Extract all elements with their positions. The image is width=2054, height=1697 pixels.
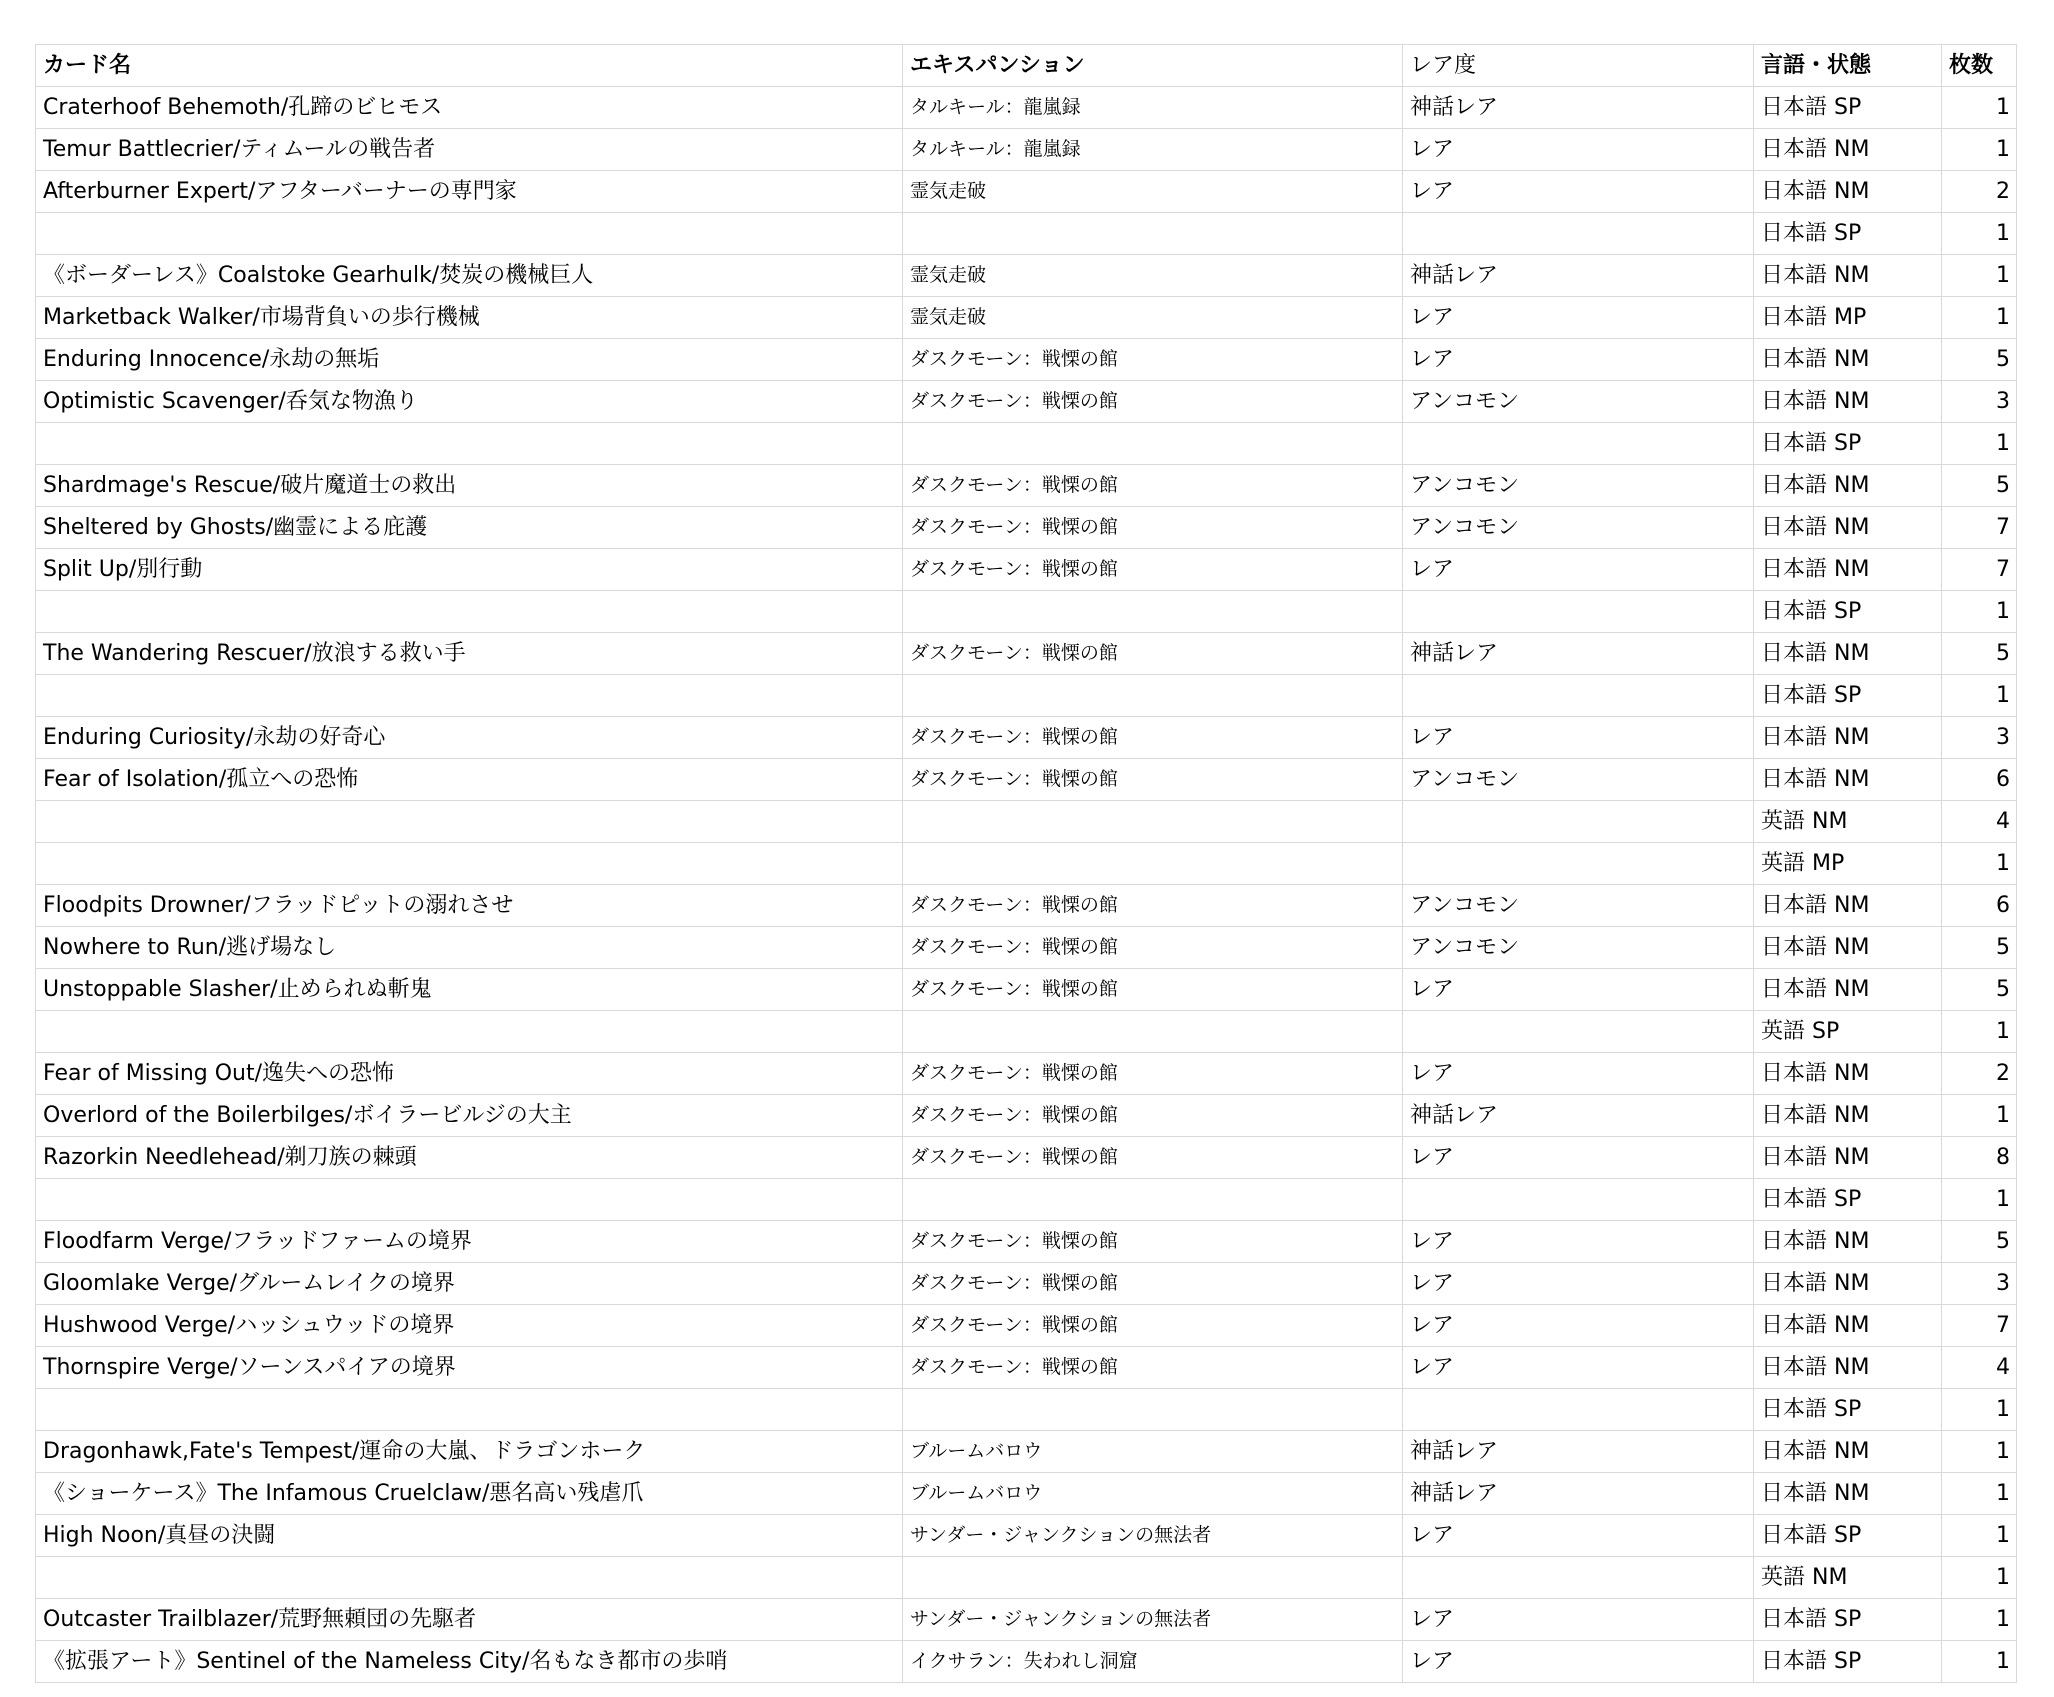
- cell-card-name[interactable]: Dragonhawk,Fate's Tempest/運命の大嵐、ドラゴンホーク: [36, 1431, 903, 1473]
- cell-count[interactable]: 1: [1942, 1473, 2017, 1515]
- cell-expansion[interactable]: タルキール：龍嵐録: [903, 87, 1403, 129]
- cell-rarity[interactable]: レア: [1403, 1263, 1754, 1305]
- cell-count[interactable]: 1: [1942, 213, 2017, 255]
- cell-card-name[interactable]: Optimistic Scavenger/呑気な物漁り: [36, 381, 903, 423]
- cell-expansion[interactable]: [903, 1389, 1403, 1431]
- cell-count[interactable]: 1: [1942, 843, 2017, 885]
- cell-rarity[interactable]: レア: [1403, 717, 1754, 759]
- cell-lang-condition[interactable]: 日本語 NM: [1754, 759, 1942, 801]
- cell-lang-condition[interactable]: 日本語 NM: [1754, 465, 1942, 507]
- cell-count[interactable]: 5: [1942, 339, 2017, 381]
- cell-lang-condition[interactable]: 日本語 SP: [1754, 1641, 1942, 1683]
- cell-rarity[interactable]: レア: [1403, 1137, 1754, 1179]
- table-row: [36, 1179, 2017, 1221]
- cell-card-name[interactable]: Fear of Isolation/孤立への恐怖: [36, 759, 903, 801]
- cell-count[interactable]: 1: [1942, 1515, 2017, 1557]
- cell-count[interactable]: 1: [1942, 297, 2017, 339]
- cell-lang-condition[interactable]: 日本語 NM: [1754, 717, 1942, 759]
- cell-card-name[interactable]: 《拡張アート》Sentinel of the Nameless City/名もなき都市の歩哨: [36, 1641, 903, 1683]
- cell-lang-condition[interactable]: 英語 NM: [1754, 801, 1942, 843]
- cell-count[interactable]: 3: [1942, 1263, 2017, 1305]
- cell-rarity[interactable]: レア: [1403, 339, 1754, 381]
- header-expansion[interactable]: エキスパンション: [903, 45, 1403, 87]
- cell-lang-condition[interactable]: 英語 MP: [1754, 843, 1942, 885]
- cell-lang-condition[interactable]: 日本語 NM: [1754, 1431, 1942, 1473]
- table-row: [36, 339, 2017, 381]
- cell-expansion[interactable]: [903, 423, 1403, 465]
- cell-expansion[interactable]: サンダー・ジャンクションの無法者: [903, 1599, 1403, 1641]
- cell-count[interactable]: 5: [1942, 633, 2017, 675]
- cell-card-name[interactable]: Unstoppable Slasher/止められぬ斬鬼: [36, 969, 903, 1011]
- cell-rarity[interactable]: レア: [1403, 1305, 1754, 1347]
- table-row: [36, 1515, 2017, 1557]
- cell-expansion[interactable]: ダスクモーン：戦慄の館: [903, 549, 1403, 591]
- cell-lang-condition[interactable]: 日本語 NM: [1754, 339, 1942, 381]
- cell-rarity[interactable]: レア: [1403, 1599, 1754, 1641]
- cell-count[interactable]: 7: [1942, 507, 2017, 549]
- table-row: [36, 381, 2017, 423]
- table-row: [36, 1347, 2017, 1389]
- cell-count[interactable]: 8: [1942, 1137, 2017, 1179]
- card-inventory-table: [35, 44, 2017, 1683]
- cell-lang-condition[interactable]: 日本語 NM: [1754, 927, 1942, 969]
- cell-expansion[interactable]: ダスクモーン：戦慄の館: [903, 339, 1403, 381]
- cell-rarity[interactable]: [1403, 1179, 1754, 1221]
- cell-count[interactable]: 1: [1942, 1557, 2017, 1599]
- cell-expansion[interactable]: ダスクモーン：戦慄の館: [903, 1305, 1403, 1347]
- cell-rarity[interactable]: アンコモン: [1403, 507, 1754, 549]
- cell-rarity[interactable]: レア: [1403, 1641, 1754, 1683]
- cell-expansion[interactable]: ダスクモーン：戦慄の館: [903, 381, 1403, 423]
- cell-lang-condition[interactable]: 日本語 SP: [1754, 213, 1942, 255]
- cell-card-name[interactable]: Floodpits Drowner/フラッドピットの溺れさせ: [36, 885, 903, 927]
- table-row: [36, 507, 2017, 549]
- header-count[interactable]: 枚数: [1942, 45, 2017, 87]
- cell-count[interactable]: 5: [1942, 1221, 2017, 1263]
- cell-card-name[interactable]: [36, 213, 903, 255]
- cell-expansion[interactable]: ダスクモーン：戦慄の館: [903, 927, 1403, 969]
- table-row: [36, 1473, 2017, 1515]
- cell-rarity[interactable]: アンコモン: [1403, 759, 1754, 801]
- cell-card-name[interactable]: Fear of Missing Out/逸失への恐怖: [36, 1053, 903, 1095]
- cell-expansion[interactable]: [903, 801, 1403, 843]
- table-row: [36, 549, 2017, 591]
- cell-rarity[interactable]: レア: [1403, 1221, 1754, 1263]
- table-row: [36, 1389, 2017, 1431]
- table-body: [36, 87, 2017, 1683]
- cell-count[interactable]: 1: [1942, 1599, 2017, 1641]
- cell-count[interactable]: 4: [1942, 801, 2017, 843]
- table-row: [36, 465, 2017, 507]
- table-row: [36, 675, 2017, 717]
- cell-count[interactable]: 1: [1942, 1095, 2017, 1137]
- table-row: [36, 171, 2017, 213]
- cell-lang-condition[interactable]: 日本語 NM: [1754, 969, 1942, 1011]
- table-row: [36, 1431, 2017, 1473]
- cell-count[interactable]: 3: [1942, 717, 2017, 759]
- cell-card-name[interactable]: High Noon/真昼の決闘: [36, 1515, 903, 1557]
- cell-count[interactable]: 5: [1942, 927, 2017, 969]
- table-row: [36, 1305, 2017, 1347]
- cell-count[interactable]: 2: [1942, 1053, 2017, 1095]
- cell-lang-condition[interactable]: 日本語 NM: [1754, 1221, 1942, 1263]
- cell-lang-condition[interactable]: 日本語 NM: [1754, 255, 1942, 297]
- cell-expansion[interactable]: [903, 1179, 1403, 1221]
- cell-lang-condition[interactable]: 日本語 SP: [1754, 1389, 1942, 1431]
- cell-card-name[interactable]: Enduring Innocence/永劫の無垢: [36, 339, 903, 381]
- header-lang-condition[interactable]: 言語・状態: [1754, 45, 1942, 87]
- cell-lang-condition[interactable]: 日本語 SP: [1754, 1515, 1942, 1557]
- cell-expansion[interactable]: ダスクモーン：戦慄の館: [903, 1221, 1403, 1263]
- cell-expansion[interactable]: ダスクモーン：戦慄の館: [903, 1347, 1403, 1389]
- cell-card-name[interactable]: The Wandering Rescuer/放浪する救い手: [36, 633, 903, 675]
- cell-card-name[interactable]: Thornspire Verge/ソーンスパイアの境界: [36, 1347, 903, 1389]
- header-row: [36, 45, 2017, 87]
- table-row: [36, 1263, 2017, 1305]
- table-row: [36, 1095, 2017, 1137]
- cell-lang-condition[interactable]: 日本語 NM: [1754, 1095, 1942, 1137]
- cell-rarity[interactable]: 神話レア: [1403, 1431, 1754, 1473]
- table-row: [36, 87, 2017, 129]
- cell-lang-condition[interactable]: 日本語 NM: [1754, 549, 1942, 591]
- cell-count[interactable]: 6: [1942, 759, 2017, 801]
- cell-rarity[interactable]: [1403, 213, 1754, 255]
- cell-lang-condition[interactable]: 日本語 SP: [1754, 591, 1942, 633]
- cell-lang-condition[interactable]: 英語 NM: [1754, 1557, 1942, 1599]
- cell-count[interactable]: 2: [1942, 171, 2017, 213]
- table-row: [36, 1599, 2017, 1641]
- cell-lang-condition[interactable]: 日本語 NM: [1754, 1473, 1942, 1515]
- cell-rarity[interactable]: [1403, 1389, 1754, 1431]
- cell-rarity[interactable]: [1403, 1011, 1754, 1053]
- cell-card-name[interactable]: 《ボーダーレス》Coalstoke Gearhulk/焚炭の機械巨人: [36, 255, 903, 297]
- cell-card-name[interactable]: Temur Battlecrier/ティムールの戦告者: [36, 129, 903, 171]
- header-rarity[interactable]: レア度: [1403, 45, 1754, 87]
- cell-expansion[interactable]: ダスクモーン：戦慄の館: [903, 717, 1403, 759]
- cell-expansion[interactable]: ダスクモーン：戦慄の館: [903, 885, 1403, 927]
- cell-lang-condition[interactable]: 日本語 NM: [1754, 1137, 1942, 1179]
- table-row: [36, 843, 2017, 885]
- cell-rarity[interactable]: [1403, 591, 1754, 633]
- cell-lang-condition[interactable]: 日本語 NM: [1754, 633, 1942, 675]
- cell-rarity[interactable]: [1403, 675, 1754, 717]
- cell-count[interactable]: 6: [1942, 885, 2017, 927]
- cell-expansion[interactable]: ダスクモーン：戦慄の館: [903, 759, 1403, 801]
- cell-expansion[interactable]: ダスクモーン：戦慄の館: [903, 969, 1403, 1011]
- cell-expansion[interactable]: ダスクモーン：戦慄の館: [903, 633, 1403, 675]
- cell-card-name[interactable]: [36, 591, 903, 633]
- cell-card-name[interactable]: [36, 801, 903, 843]
- table-row: [36, 297, 2017, 339]
- cell-rarity[interactable]: アンコモン: [1403, 927, 1754, 969]
- cell-expansion[interactable]: イクサラン：失われし洞窟: [903, 1641, 1403, 1683]
- cell-rarity[interactable]: アンコモン: [1403, 381, 1754, 423]
- table-row: [36, 591, 2017, 633]
- cell-expansion[interactable]: ダスクモーン：戦慄の館: [903, 1053, 1403, 1095]
- cell-expansion[interactable]: 霊気走破: [903, 255, 1403, 297]
- cell-count[interactable]: 1: [1942, 1389, 2017, 1431]
- cell-expansion[interactable]: ダスクモーン：戦慄の館: [903, 1137, 1403, 1179]
- cell-rarity[interactable]: [1403, 1557, 1754, 1599]
- cell-lang-condition[interactable]: 日本語 SP: [1754, 675, 1942, 717]
- cell-rarity[interactable]: レア: [1403, 1515, 1754, 1557]
- cell-rarity[interactable]: レア: [1403, 1347, 1754, 1389]
- cell-lang-condition[interactable]: 日本語 NM: [1754, 129, 1942, 171]
- cell-card-name[interactable]: Nowhere to Run/逃げ場なし: [36, 927, 903, 969]
- cell-lang-condition[interactable]: 英語 SP: [1754, 1011, 1942, 1053]
- cell-lang-condition[interactable]: 日本語 NM: [1754, 381, 1942, 423]
- header-card-name[interactable]: カード名: [36, 45, 903, 87]
- cell-rarity[interactable]: レア: [1403, 129, 1754, 171]
- cell-lang-condition[interactable]: 日本語 SP: [1754, 1179, 1942, 1221]
- cell-rarity[interactable]: アンコモン: [1403, 885, 1754, 927]
- cell-card-name[interactable]: 《ショーケース》The Infamous Cruelclaw/悪名高い残虐爪: [36, 1473, 903, 1515]
- cell-expansion[interactable]: ブルームバロウ: [903, 1473, 1403, 1515]
- cell-count[interactable]: 1: [1942, 1179, 2017, 1221]
- cell-count[interactable]: 1: [1942, 1431, 2017, 1473]
- cell-expansion[interactable]: ダスクモーン：戦慄の館: [903, 1263, 1403, 1305]
- cell-rarity[interactable]: レア: [1403, 549, 1754, 591]
- table-row: [36, 759, 2017, 801]
- cell-expansion[interactable]: サンダー・ジャンクションの無法者: [903, 1515, 1403, 1557]
- cell-card-name[interactable]: Outcaster Trailblazer/荒野無頼団の先駆者: [36, 1599, 903, 1641]
- cell-expansion[interactable]: [903, 213, 1403, 255]
- cell-rarity[interactable]: アンコモン: [1403, 465, 1754, 507]
- cell-count[interactable]: 3: [1942, 381, 2017, 423]
- cell-rarity[interactable]: レア: [1403, 171, 1754, 213]
- cell-card-name[interactable]: [36, 1389, 903, 1431]
- cell-lang-condition[interactable]: 日本語 SP: [1754, 1599, 1942, 1641]
- cell-rarity[interactable]: 神話レア: [1403, 1095, 1754, 1137]
- cell-rarity[interactable]: レア: [1403, 969, 1754, 1011]
- cell-expansion[interactable]: タルキール：龍嵐録: [903, 129, 1403, 171]
- cell-card-name[interactable]: Shardmage's Rescue/破片魔道士の救出: [36, 465, 903, 507]
- cell-card-name[interactable]: Split Up/別行動: [36, 549, 903, 591]
- cell-expansion[interactable]: ブルームバロウ: [903, 1431, 1403, 1473]
- cell-card-name[interactable]: [36, 423, 903, 465]
- cell-card-name[interactable]: [36, 1557, 903, 1599]
- cell-card-name[interactable]: Floodfarm Verge/フラッドファームの境界: [36, 1221, 903, 1263]
- cell-lang-condition[interactable]: 日本語 NM: [1754, 1053, 1942, 1095]
- cell-rarity[interactable]: 神話レア: [1403, 87, 1754, 129]
- table-row: [36, 1011, 2017, 1053]
- cell-lang-condition[interactable]: 日本語 SP: [1754, 423, 1942, 465]
- cell-expansion[interactable]: ダスクモーン：戦慄の館: [903, 465, 1403, 507]
- cell-expansion[interactable]: 霊気走破: [903, 171, 1403, 213]
- table-row: [36, 213, 2017, 255]
- cell-rarity[interactable]: [1403, 423, 1754, 465]
- cell-lang-condition[interactable]: 日本語 NM: [1754, 507, 1942, 549]
- cell-card-name[interactable]: Overlord of the Boilerbilges/ボイラービルジの大主: [36, 1095, 903, 1137]
- cell-lang-condition[interactable]: 日本語 MP: [1754, 297, 1942, 339]
- cell-expansion[interactable]: 霊気走破: [903, 297, 1403, 339]
- cell-count[interactable]: 1: [1942, 87, 2017, 129]
- cell-count[interactable]: 1: [1942, 129, 2017, 171]
- cell-card-name[interactable]: [36, 1179, 903, 1221]
- table-row: [36, 1053, 2017, 1095]
- cell-lang-condition[interactable]: 日本語 NM: [1754, 1263, 1942, 1305]
- table-row: [36, 423, 2017, 465]
- cell-card-name[interactable]: Gloomlake Verge/グルームレイクの境界: [36, 1263, 903, 1305]
- cell-rarity[interactable]: 神話レア: [1403, 1473, 1754, 1515]
- cell-count[interactable]: 1: [1942, 1641, 2017, 1683]
- cell-card-name[interactable]: Craterhoof Behemoth/孔蹄のビヒモス: [36, 87, 903, 129]
- table-row: [36, 969, 2017, 1011]
- cell-expansion[interactable]: [903, 675, 1403, 717]
- cell-count[interactable]: 7: [1942, 549, 2017, 591]
- table-row: [36, 801, 2017, 843]
- cell-count[interactable]: 1: [1942, 1011, 2017, 1053]
- cell-card-name[interactable]: [36, 675, 903, 717]
- table-row: [36, 1557, 2017, 1599]
- cell-lang-condition[interactable]: 日本語 SP: [1754, 87, 1942, 129]
- cell-card-name[interactable]: Sheltered by Ghosts/幽霊による庇護: [36, 507, 903, 549]
- cell-expansion[interactable]: [903, 843, 1403, 885]
- cell-expansion[interactable]: [903, 1557, 1403, 1599]
- table-row: [36, 255, 2017, 297]
- cell-rarity[interactable]: レア: [1403, 297, 1754, 339]
- cell-card-name[interactable]: Afterburner Expert/アフターバーナーの専門家: [36, 171, 903, 213]
- cell-lang-condition[interactable]: 日本語 NM: [1754, 1347, 1942, 1389]
- table-row: [36, 717, 2017, 759]
- cell-count[interactable]: 4: [1942, 1347, 2017, 1389]
- cell-count[interactable]: 5: [1942, 465, 2017, 507]
- cell-rarity[interactable]: レア: [1403, 1053, 1754, 1095]
- table-row: [36, 927, 2017, 969]
- table-row: [36, 885, 2017, 927]
- table-row: [36, 129, 2017, 171]
- table-row: [36, 1137, 2017, 1179]
- cell-rarity[interactable]: 神話レア: [1403, 255, 1754, 297]
- cell-count[interactable]: 1: [1942, 255, 2017, 297]
- cell-card-name[interactable]: Hushwood Verge/ハッシュウッドの境界: [36, 1305, 903, 1347]
- cell-rarity[interactable]: [1403, 843, 1754, 885]
- cell-expansion[interactable]: ダスクモーン：戦慄の館: [903, 507, 1403, 549]
- cell-count[interactable]: 1: [1942, 423, 2017, 465]
- table-row: [36, 1641, 2017, 1683]
- cell-count[interactable]: 1: [1942, 675, 2017, 717]
- cell-lang-condition[interactable]: 日本語 NM: [1754, 171, 1942, 213]
- cell-card-name[interactable]: [36, 843, 903, 885]
- cell-count[interactable]: 1: [1942, 591, 2017, 633]
- cell-rarity[interactable]: [1403, 801, 1754, 843]
- cell-count[interactable]: 5: [1942, 969, 2017, 1011]
- cell-expansion[interactable]: ダスクモーン：戦慄の館: [903, 1095, 1403, 1137]
- cell-expansion[interactable]: [903, 1011, 1403, 1053]
- cell-lang-condition[interactable]: 日本語 NM: [1754, 1305, 1942, 1347]
- cell-card-name[interactable]: [36, 1011, 903, 1053]
- table-row: [36, 1221, 2017, 1263]
- cell-card-name[interactable]: Enduring Curiosity/永劫の好奇心: [36, 717, 903, 759]
- cell-count[interactable]: 7: [1942, 1305, 2017, 1347]
- cell-rarity[interactable]: 神話レア: [1403, 633, 1754, 675]
- cell-card-name[interactable]: Marketback Walker/市場背負いの歩行機械: [36, 297, 903, 339]
- table-row: [36, 633, 2017, 675]
- cell-expansion[interactable]: [903, 591, 1403, 633]
- cell-lang-condition[interactable]: 日本語 NM: [1754, 885, 1942, 927]
- cell-card-name[interactable]: Razorkin Needlehead/剃刀族の棘頭: [36, 1137, 903, 1179]
